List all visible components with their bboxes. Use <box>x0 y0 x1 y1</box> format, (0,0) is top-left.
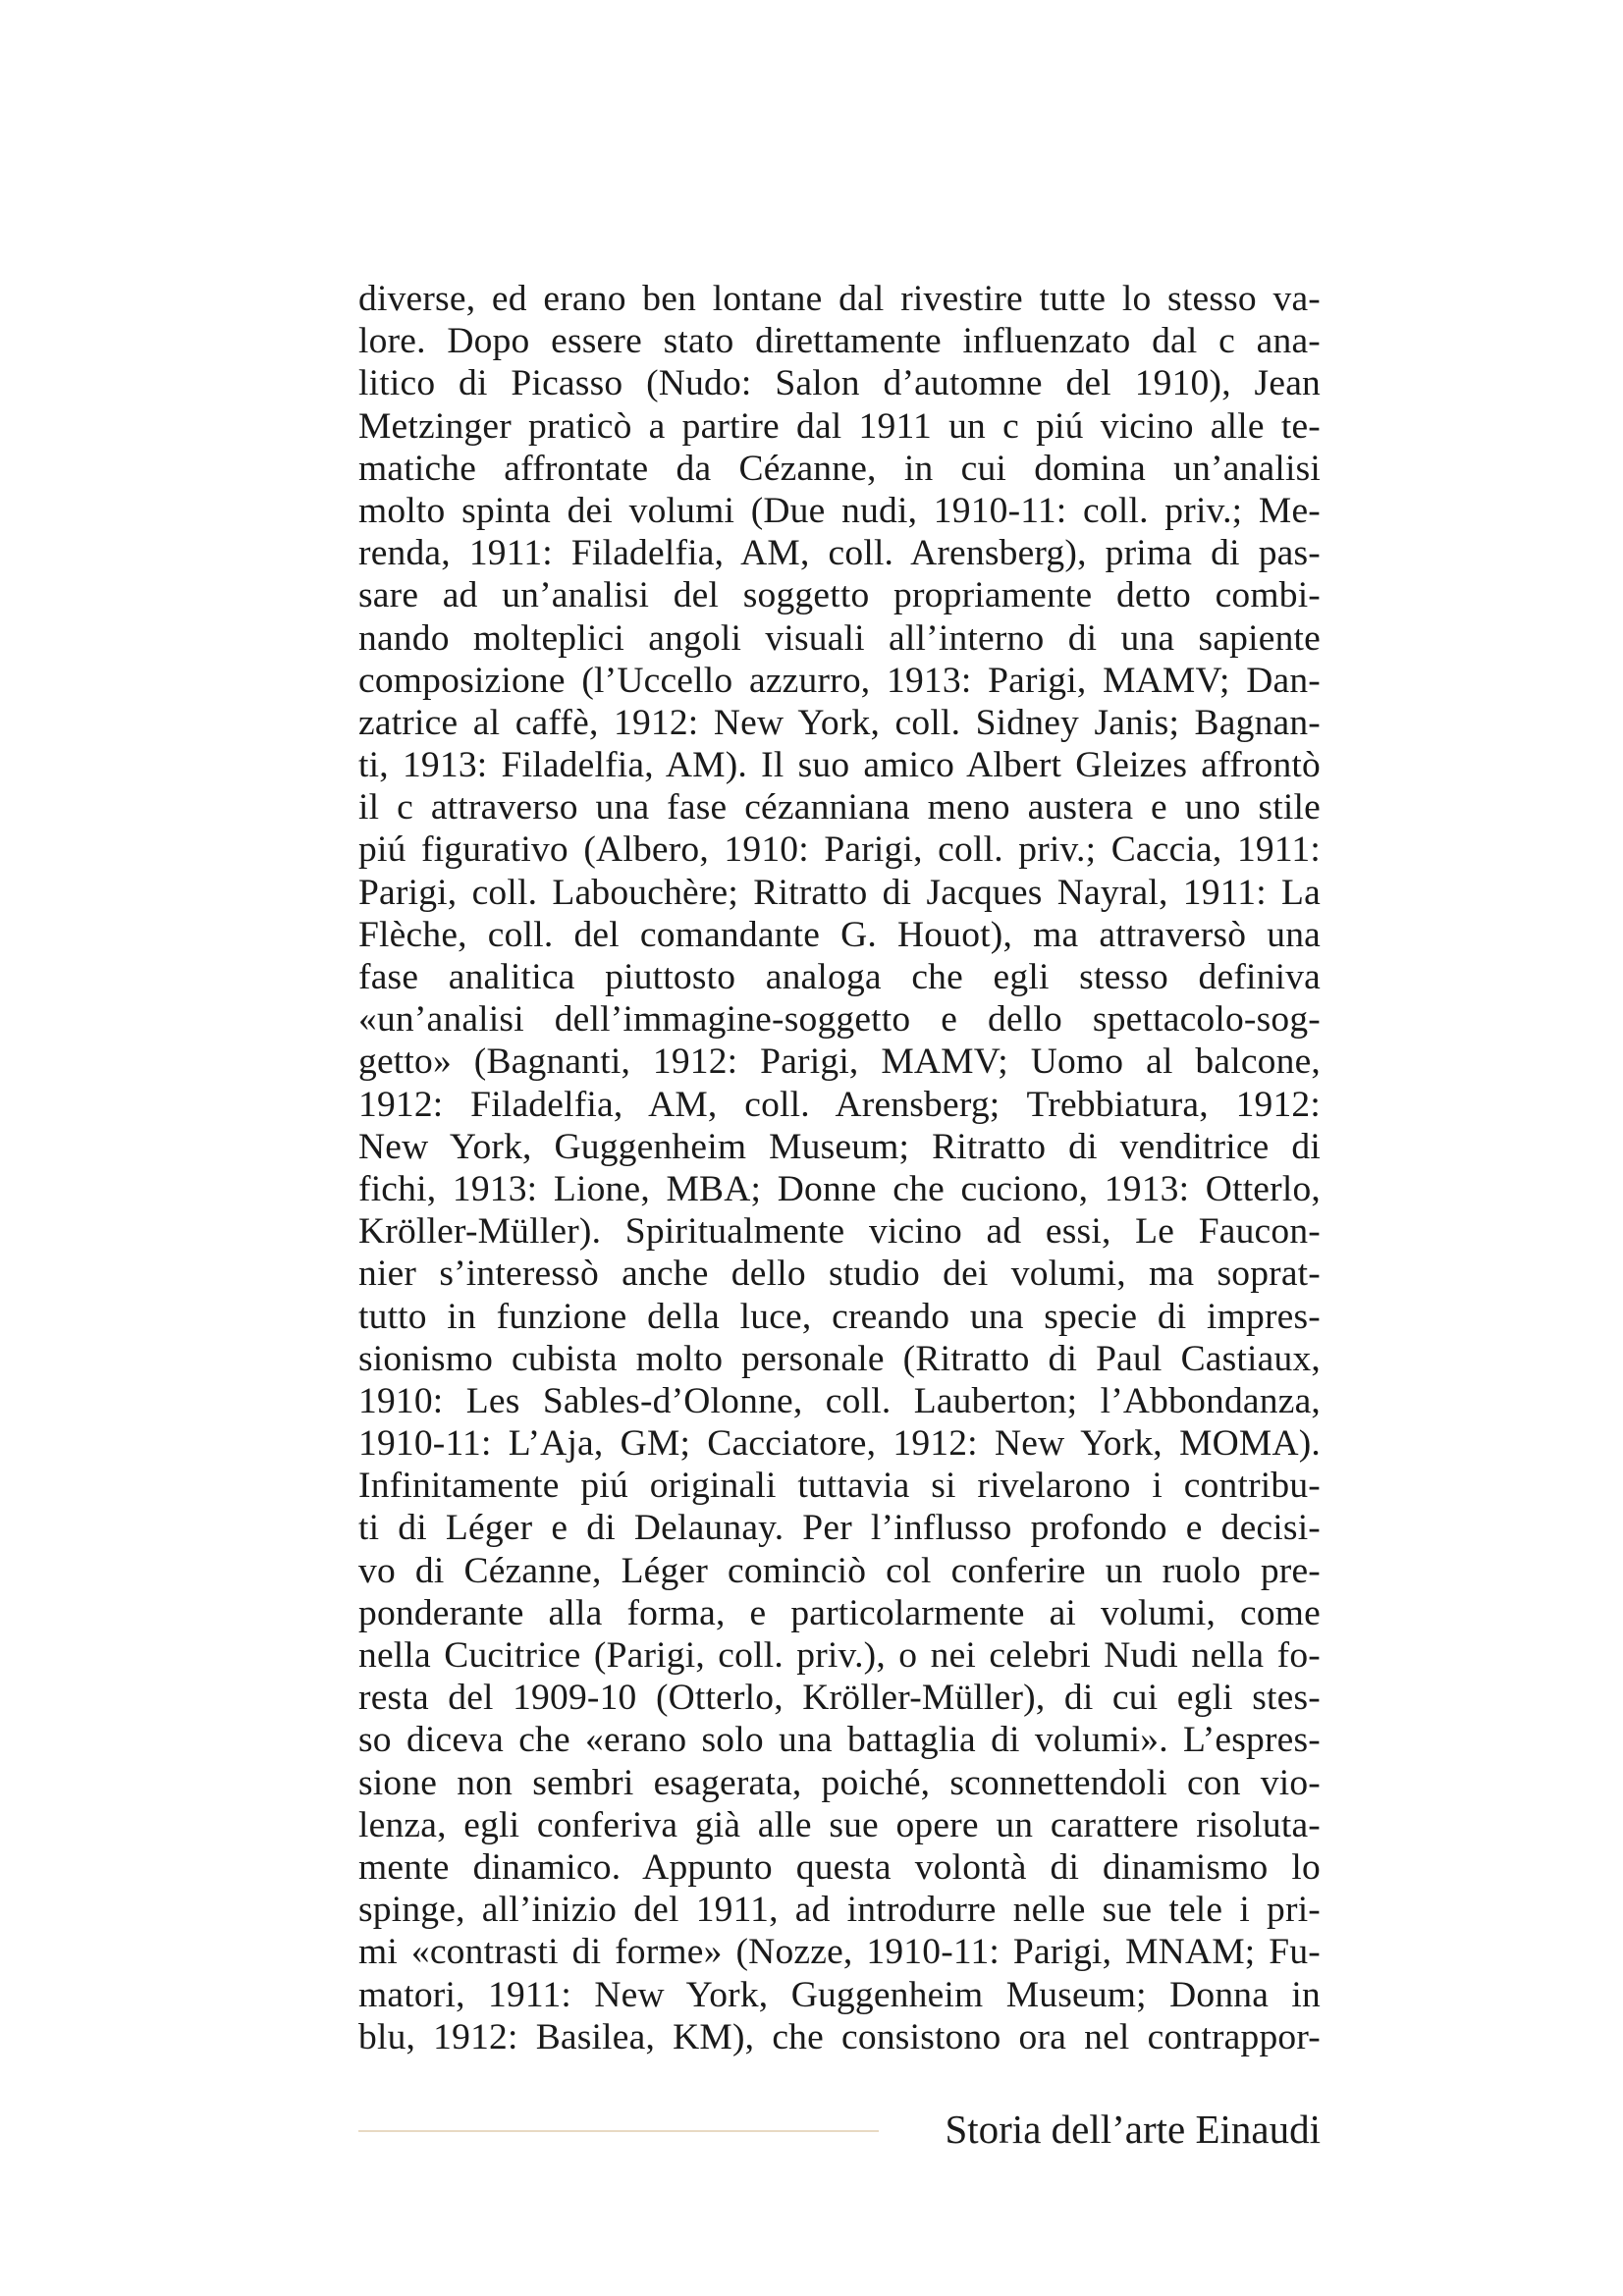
text-line: ti, 1913: Filadelfia, AM). Il suo amico Albert Gleizes affrontò <box>358 745 1321 786</box>
text-line: diverse, ed erano ben lontane dal rivestire tutte lo stesso va- <box>358 279 1321 319</box>
text-line: lenza, egli conferiva già alle sue opere un carattere risoluta- <box>358 1804 1321 1845</box>
text-line: tutto in funzione della luce, creando una specie di impres- <box>358 1296 1321 1337</box>
text-line: Infinitamente piú originali tuttavia si rivelarono i contribu- <box>358 1466 1321 1507</box>
text-line: getto» (Bagnanti, 1912: Parigi, MAMV; Uomo al balcone, <box>358 1041 1321 1083</box>
text-line: fase analitica piuttosto analoga che egli stesso definiva <box>358 957 1321 997</box>
text-line: matiche affrontate da Cézanne, in cui domina un’analisi <box>358 448 1321 489</box>
text-line: Flèche, coll. del comandante G. Houot), ma attraversò una <box>358 914 1321 955</box>
text-line: piú figurativo (Albero, 1910: Parigi, coll. priv.; Caccia, 1911: <box>358 829 1321 871</box>
text-line: matori, 1911: New York, Guggenheim Museum; Donna in <box>358 1974 1321 2015</box>
text-line: so diceva che «erano solo una battaglia di volumi». L’espres- <box>358 1720 1321 1761</box>
text-line: nella Cucitrice (Parigi, coll. priv.), o nei celebri Nudi nella fo- <box>358 1635 1321 1676</box>
text-line: Parigi, coll. Labouchère; Ritratto di Jacques Nayral, 1911: La <box>358 872 1321 913</box>
text-line: vo di Cézanne, Léger cominciò col conferire un ruolo pre- <box>358 1550 1321 1591</box>
text-line: sionismo cubista molto personale (Ritratto di Paul Castiaux, <box>358 1338 1321 1379</box>
text-line: mente dinamico. Appunto questa volontà di dinamismo lo <box>358 1846 1321 1888</box>
page-footer <box>358 2101 1321 2160</box>
text-line: Kröller-Müller). Spiritualmente vicino ad essi, Le Faucon- <box>358 1211 1321 1253</box>
text-line: zatrice al caffè, 1912: New York, coll. Sidney Janis; Bagnan- <box>358 702 1321 743</box>
text-line: 1912: Filadelfia, AM, coll. Arensberg; Trebbiatura, 1912: <box>358 1084 1321 1125</box>
text-line: fichi, 1913: Lione, MBA; Donne che cuciono, 1913: Otterlo, <box>358 1168 1321 1209</box>
text-line: blu, 1912: Basilea, KM), che consistono ora nel contrappor- <box>358 2016 1321 2057</box>
text-line: nando molteplici angoli visuali all’interno di una sapiente <box>358 617 1321 659</box>
body-text <box>358 278 1321 2058</box>
text-line: ti di Léger e di Delaunay. Per l’influsso profondo e decisi- <box>358 1508 1321 1549</box>
text-line: ponderante alla forma, e particolarmente ai volumi, come <box>358 1592 1321 1633</box>
text-line: New York, Guggenheim Museum; Ritratto di venditrice di <box>358 1126 1321 1167</box>
text-line: molto spinta dei volumi (Due nudi, 1910-11: coll. priv.; Me- <box>358 490 1321 531</box>
text-line: spinge, all’inizio del 1911, ad introdurre nelle sue tele i pri- <box>358 1890 1321 1931</box>
text-line: lore. Dopo essere stato direttamente influenzato dal c ana- <box>358 321 1321 362</box>
text-line: «un’analisi dell’immagine-soggetto e dello spettacolo-sog- <box>358 999 1321 1041</box>
text-line: composizione (l’Uccello azzurro, 1913: Parigi, MAMV; Dan- <box>358 660 1321 701</box>
text-line: 1910-11: L’Aja, GM; Cacciatore, 1912: New York, MOMA). <box>358 1423 1321 1465</box>
text-line: 1910: Les Sables-d’Olonne, coll. Lauberton; l’Abbondanza, <box>358 1380 1321 1421</box>
text-line: sione non sembri esagerata, poiché, sconnettendoli con vio- <box>358 1762 1321 1803</box>
footer-title: Storia dell’arte Einaudi <box>945 2107 1321 2152</box>
text-line: renda, 1911: Filadelfia, AM, coll. Arensberg), prima di pas- <box>358 533 1321 574</box>
text-line: litico di Picasso (Nudo: Salon d’automne del 1910), Jean <box>358 363 1321 404</box>
text-line: nier s’interessò anche dello studio dei volumi, ma soprat- <box>358 1254 1321 1295</box>
footer-divider <box>358 2130 879 2132</box>
text-line: mi «contrasti di forme» (Nozze, 1910-11: Parigi, MNAM; Fu- <box>358 1932 1321 1973</box>
text-line: Metzinger praticò a partire dal 1911 un c piú vicino alle te- <box>358 405 1321 447</box>
text-line: il c attraverso una fase cézanniana meno austera e uno stile <box>358 787 1321 828</box>
text-line: sare ad un’analisi del soggetto propriamente detto combi- <box>358 575 1321 616</box>
text-line: resta del 1909-10 (Otterlo, Kröller-Müller), di cui egli stes- <box>358 1678 1321 1719</box>
